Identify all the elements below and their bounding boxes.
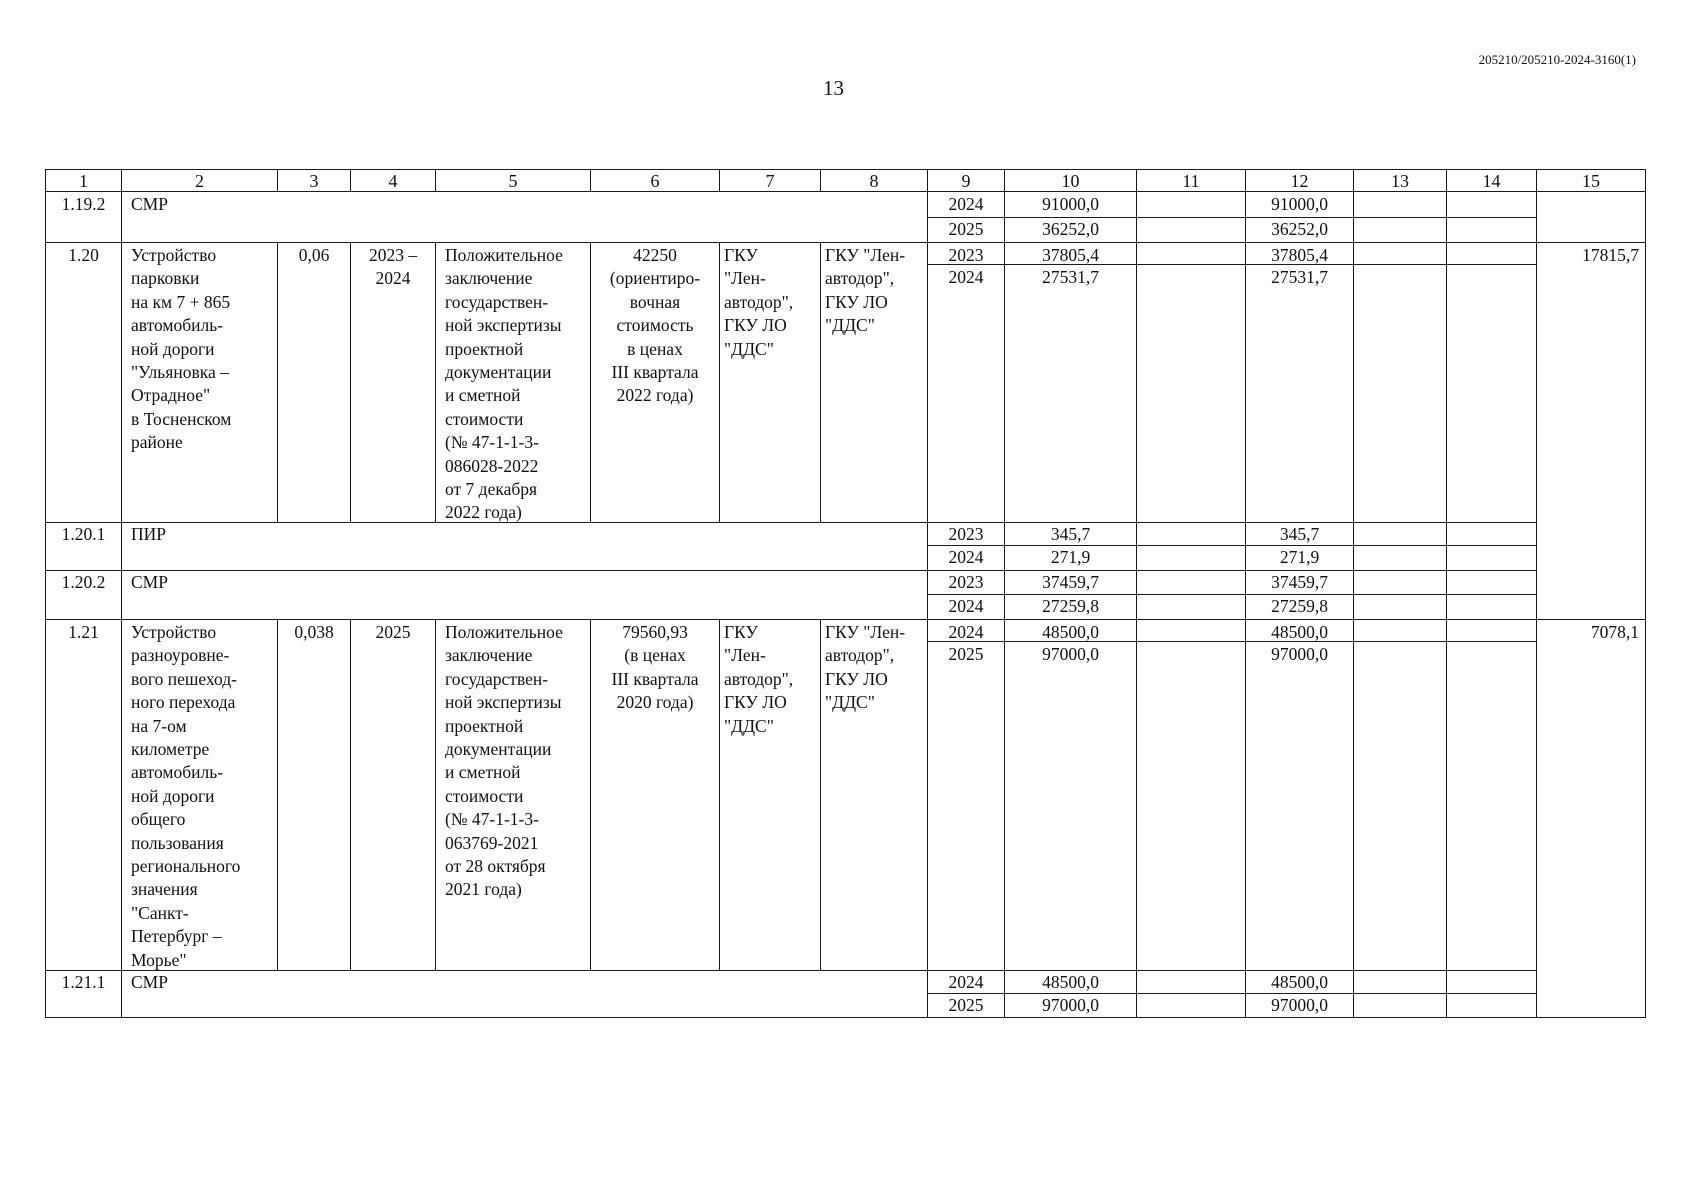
rule <box>350 619 351 971</box>
row-1-21-1-name: СМР <box>131 972 168 992</box>
page-number: 13 <box>823 76 844 100</box>
row-1-21-col12-2: 97000,0 <box>1271 644 1328 664</box>
rule-right <box>1645 169 1646 1018</box>
header-col-11: 11 <box>1182 171 1200 191</box>
row-1-20-year-1: 2023 <box>948 245 984 265</box>
row-1-21-1-col12-1: 48500,0 <box>1271 972 1328 992</box>
rule <box>719 619 720 971</box>
header-col-10: 10 <box>1061 171 1080 191</box>
row-1-20-2-col12-2: 27259,8 <box>1271 596 1328 616</box>
row-1-20-col12-2: 27531,7 <box>1271 267 1328 287</box>
header-col-6: 6 <box>650 171 660 191</box>
row-1-21-col12-1: 48500,0 <box>1271 622 1328 642</box>
row-1-21-col15: 7078,1 <box>1590 622 1639 642</box>
row-1-20-1-name: ПИР <box>131 524 167 544</box>
row-1-20-col15: 17815,7 <box>1582 245 1639 265</box>
row-1-19-2-number: 1.19.2 <box>61 194 106 214</box>
row-1-20-col10-2: 27531,7 <box>1042 267 1099 287</box>
row-1-20-col12-1: 37805,4 <box>1271 245 1328 265</box>
row-1-20-1-col10-2: 271,9 <box>1050 547 1091 567</box>
rule <box>1446 169 1447 1018</box>
rule <box>435 242 436 523</box>
rule <box>121 169 122 1018</box>
rule <box>1136 169 1137 1018</box>
header-col-12: 12 <box>1290 171 1309 191</box>
row-1-20-1-col12-2: 271,9 <box>1279 547 1320 567</box>
header-col-9: 9 <box>961 171 971 191</box>
row-1-21-expertise: Положительное заключение государствен- ной экспертизы проектной документации и сметной стоимости (№ 47-1-1-3- 063769-2021 от 28 октября 2021 года) <box>445 622 563 900</box>
row-1-21-1-col12-2: 97000,0 <box>1271 995 1328 1015</box>
row-1-20-expertise: Положительное заключение государствен- ной экспертизы проектной документации и сметной стоимости (№ 47-1-1-3- 086028-2022 от 7 декабря 2022 года) <box>445 245 563 523</box>
rule <box>719 242 720 523</box>
header-col-8: 8 <box>869 171 879 191</box>
row-1-21-1-number: 1.21.1 <box>61 972 106 992</box>
row-1-20-customer: ГКУ "Лен- автодор", ГКУ ЛО "ДДС" <box>724 245 794 359</box>
row-1-21-col10-2: 97000,0 <box>1042 644 1099 664</box>
rule <box>45 619 1645 620</box>
row-1-21-period: 2025 <box>375 622 411 642</box>
row-1-21-name: Устройство разноуровне- вого пешеход- ного перехода на 7-ом километре автомобиль- ной дороги общего пользования регионального значения "Санкт- Петербург – Морье" <box>131 622 241 970</box>
rule <box>820 242 821 523</box>
header-col-7: 7 <box>765 171 775 191</box>
row-1-20-developer: ГКУ "Лен- автодор", ГКУ ЛО "ДДС" <box>825 245 906 336</box>
row-1-20-2-col10-2: 27259,8 <box>1042 596 1099 616</box>
rule <box>277 619 278 971</box>
row-1-19-2-name: СМР <box>131 194 168 214</box>
header-col-5: 5 <box>508 171 518 191</box>
row-1-20-2-col12-1: 37459,7 <box>1271 572 1328 592</box>
row-1-20-period: 2023 – 2024 <box>368 245 418 289</box>
row-1-19-2-col12-2: 36252,0 <box>1271 219 1328 239</box>
row-1-20-2-year-1: 2023 <box>948 572 984 592</box>
row-1-21-year-2: 2025 <box>948 644 984 664</box>
row-1-20-1-year-2: 2024 <box>948 547 984 567</box>
row-1-20-1-number: 1.20.1 <box>61 524 106 544</box>
row-1-19-2-year-1: 2024 <box>948 194 984 214</box>
row-1-20-col10-1: 37805,4 <box>1042 245 1099 265</box>
rule <box>277 242 278 523</box>
header-col-3: 3 <box>309 171 319 191</box>
row-1-20-2-col10-1: 37459,7 <box>1042 572 1099 592</box>
row-1-21-1-year-2: 2025 <box>948 995 984 1015</box>
rule <box>820 619 821 971</box>
row-1-19-2-col10-2: 36252,0 <box>1042 219 1099 239</box>
header-col-13: 13 <box>1391 171 1409 191</box>
rule <box>1536 169 1537 1018</box>
row-1-19-2-col10-1: 91000,0 <box>1042 194 1099 214</box>
row-1-20-number: 1.20 <box>68 245 99 265</box>
row-1-20-name: Устройство парковки на км 7 + 865 автомобиль- ной дороги "Ульяновка – Отрадное" в Тосненском районе <box>131 245 232 453</box>
rule <box>1353 169 1354 1018</box>
row-1-20-cost: 42250 (ориентиро- вочная стоимость в ценах III квартала 2022 года) <box>609 245 701 406</box>
row-1-19-2-col12-1: 91000,0 <box>1271 194 1328 214</box>
row-1-20-2-number: 1.20.2 <box>61 572 106 592</box>
row-1-20-1-year-1: 2023 <box>948 524 984 544</box>
row-1-20-2-name: СМР <box>131 572 168 592</box>
row-1-21-1-year-1: 2024 <box>948 972 984 992</box>
row-1-20-year-2: 2024 <box>948 267 984 287</box>
row-1-20-1-col10-1: 345,7 <box>1050 524 1091 544</box>
row-1-21-cost: 79560,93 (в ценах III квартала 2020 года) <box>611 622 699 713</box>
row-1-19-2-year-2: 2025 <box>948 219 984 239</box>
rule-bottom <box>45 1017 1645 1018</box>
row-1-21-1-col10-1: 48500,0 <box>1042 972 1099 992</box>
document-id: 205210/205210-2024-3160(1) <box>1478 52 1636 67</box>
rule <box>45 242 1645 243</box>
row-1-21-number: 1.21 <box>68 622 99 642</box>
header-col-4: 4 <box>388 171 398 191</box>
row-1-21-length: 0,038 <box>294 622 334 642</box>
row-1-20-1-col12-1: 345,7 <box>1279 524 1320 544</box>
row-1-21-year-1: 2024 <box>948 622 984 642</box>
header-col-2: 2 <box>195 171 204 191</box>
row-1-21-col10-1: 48500,0 <box>1042 622 1099 642</box>
row-1-21-1-col10-2: 97000,0 <box>1042 995 1099 1015</box>
row-1-20-length: 0,06 <box>298 245 330 265</box>
rule <box>435 619 436 971</box>
row-1-21-customer: ГКУ "Лен- автодор", ГКУ ЛО "ДДС" <box>724 622 794 736</box>
header-col-1: 1 <box>79 171 88 191</box>
header-col-15: 15 <box>1582 171 1600 191</box>
header-col-14: 14 <box>1482 171 1501 191</box>
row-1-20-2-year-2: 2024 <box>948 596 984 616</box>
row-1-21-developer: ГКУ "Лен- автодор", ГКУ ЛО "ДДС" <box>825 622 906 713</box>
